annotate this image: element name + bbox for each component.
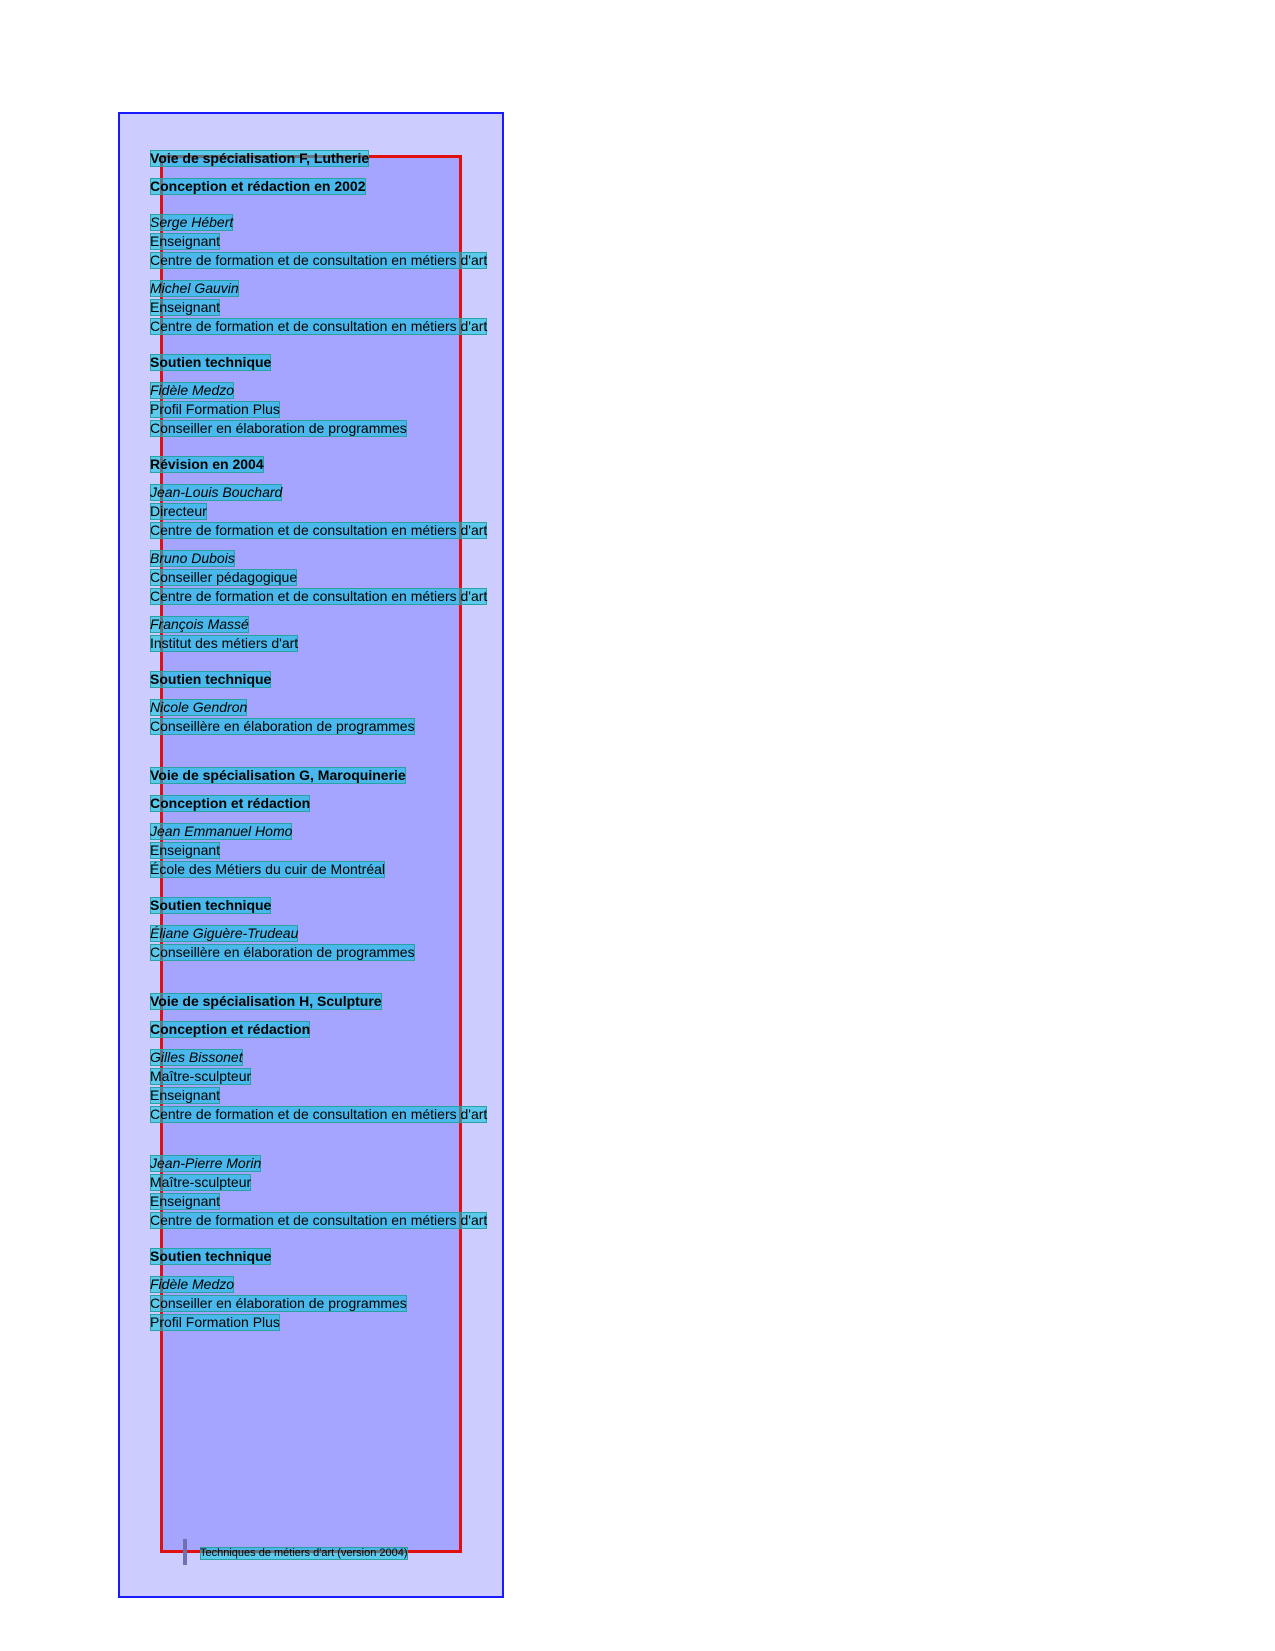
group-heading [150,456,580,475]
group-heading-text: Révision en 2004 [150,456,264,472]
document-body [150,150,580,1333]
group-heading [150,178,580,197]
person-role: Enseignant [150,1193,221,1209]
group-heading [150,1248,580,1267]
person-org: Profil Formation Plus [150,1314,280,1330]
person-role: Enseignant [150,1087,221,1103]
person-role: Enseignant [150,233,221,249]
person-name: Michel Gauvin [150,280,239,296]
person-role: Conseillère en élaboration de programmes [150,718,415,734]
person-role: Conseiller en élaboration de programmes [150,420,407,436]
group-heading [150,354,580,373]
person-name: Bruno Dubois [150,550,235,566]
person-role: Conseiller en élaboration de programmes [150,1295,407,1311]
group-heading-text: Conception et rédaction [150,795,311,811]
group-heading-text: Conception et rédaction [150,1021,311,1037]
group-heading [150,795,580,814]
person-name: Fidèle Medzo [150,382,235,398]
person-name: Éliane Giguère-Trudeau [150,925,299,941]
person-role: Conseiller pédagogique [150,569,298,585]
group-heading [150,897,580,916]
person-name: François Massé [150,616,249,632]
person-role: Directeur [150,503,207,519]
person-org: Centre de formation et de consultation en métiers d'art [150,1106,488,1122]
section-title [150,150,580,169]
person-name: Nicole Gendron [150,699,248,715]
group-heading [150,671,580,690]
page-footer [200,1543,408,1561]
person-name: Jean-Pierre Morin [150,1155,262,1171]
person-role: Enseignant [150,299,221,315]
person-name: Fidèle Medzo [150,1276,235,1292]
group-heading-text: Conception et rédaction en 2002 [150,178,366,194]
person-org: Centre de formation et de consultation en métiers d'art [150,1212,488,1228]
person-org: Centre de formation et de consultation en métiers d'art [150,318,488,334]
footer-rule [183,1539,187,1565]
group-heading [150,1021,580,1040]
section-title-text: Voie de spécialisation H, Sculpture [150,993,382,1009]
person-title: Maître-sculpteur [150,1174,252,1190]
group-heading-text: Soutien technique [150,1248,272,1264]
footer-text: Techniques de métiers d'art (version 2004) [200,1547,408,1559]
person-org: Profil Formation Plus [150,401,280,417]
person-name: Jean-Louis Bouchard [150,484,283,500]
person-org: Centre de formation et de consultation en métiers d'art [150,522,488,538]
section-title-text: Voie de spécialisation F, Lutherie [150,150,370,166]
group-heading-text: Soutien technique [150,671,272,687]
person-name: Gilles Bissonet [150,1049,243,1065]
group-heading-text: Soutien technique [150,354,272,370]
person-role: Enseignant [150,842,221,858]
person-org: Centre de formation et de consultation en métiers d'art [150,252,488,268]
section-title-text: Voie de spécialisation G, Maroquinerie [150,767,406,783]
person-name: Serge Hébert [150,214,234,230]
person-org: École des Métiers du cuir de Montréal [150,861,385,877]
person-role: Conseillère en élaboration de programmes [150,944,415,960]
person-org: Institut des métiers d'art [150,635,299,651]
person-org: Centre de formation et de consultation en métiers d'art [150,588,488,604]
person-name: Jean Emmanuel Homo [150,823,293,839]
group-heading-text: Soutien technique [150,897,272,913]
section-title [150,767,580,786]
person-title: Maître-sculpteur [150,1068,252,1084]
section-title [150,993,580,1012]
